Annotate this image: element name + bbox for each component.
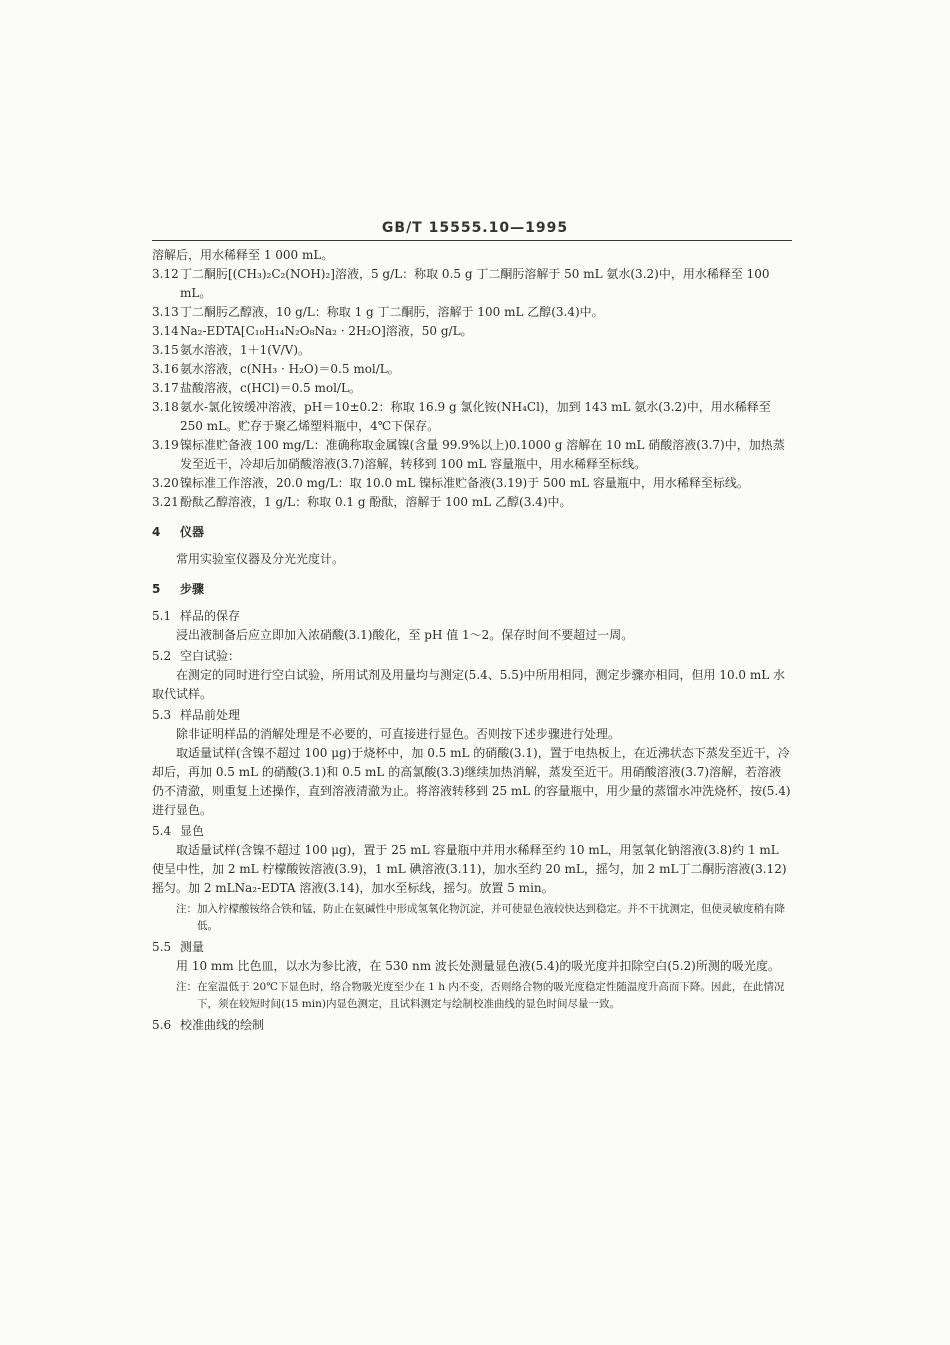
document-body [152, 246, 792, 1035]
note: 注： 加入柠檬酸铵络合铁和锰，防止在氨碱性中形成氢氧化物沉淀，并可使显色液较快达到稳定。并不干扰测定，但使灵敏度稍有降低。 [176, 903, 785, 932]
section-heading: 4 仪器 [152, 525, 205, 539]
subsection-heading: 5.6 校准曲线的绘制 [152, 1018, 265, 1032]
subsection-heading: 5.2 空白试验： [152, 649, 241, 663]
subsection-heading: 5.4 显色 [152, 824, 205, 838]
subsection-heading: 5.3 样品前处理 [152, 708, 241, 722]
reagent-item: 3.21 酚酞乙醇溶液，1 g/L：称取 0.1 g 酚酞，溶解于 100 mL 乙醇(3.4)中。 [152, 495, 572, 509]
note: 注： 在室温低于 20℃下显色时，络合物吸光度至少在 1 h 内不变，否则络合物的吸光度稳定性随温度升高而下降。因此，在此情况下，须在较短时间(15 min)内显色测定，且试料测定与绘制校准曲线的显色时间尽量一致。 [176, 981, 785, 1010]
subsection-text: 浸出液制备后应立即加入浓硝酸(3.1)酸化，至 pH 值 1～2。保存时间不要超过一周。 [176, 628, 634, 642]
reagent-item: 3.15 氨水溶液，1＋1(V/V)。 [152, 343, 311, 357]
reagent-item: 3.14 Na₂-EDTA[C₁₀H₁₄N₂O₈Na₂ · 2H₂O]溶液，50 g/L。 [152, 324, 473, 338]
subsection-text: 除非证明样品的消解处理是不必要的，可直接进行显色。否则按下述步骤进行处理。 [176, 727, 621, 741]
subsection-text: 取适量试样(含镍不超过 100 μg)，置于 25 mL 容量瓶中并用水稀释至约 10 mL，用氢氧化钠溶液(3.8)约 1 mL 使呈中性，加 2 mL 柠檬酸铵溶液(3.9)，1 mL 碘溶液(3.11)，加水至约 20 mL，摇匀，加 2 mL丁二酮肟溶液(3.12)摇匀。加 2 mLNa₂-EDTA 溶液(3.14)，加水至标线，摇匀。放置 5 min。 [152, 843, 787, 895]
header-rule [152, 240, 792, 241]
section-text: 常用实验室仪器及分光光度计。 [176, 552, 345, 566]
subsection-text: 用 10 mm 比色皿，以水为参比液，在 530 nm 波长处测量显色液(5.4)的吸光度并扣除空白(5.2)所测的吸光度。 [176, 959, 780, 973]
reagent-item: 3.12 丁二酮肟[(CH₃)₂C₂(NOH)₂]溶液，5 g/L：称取 0.5 g 丁二酮肟溶解于 50 mL 氨水(3.2)中，用水稀释至 100 mL。 [152, 267, 770, 300]
reagent-item: 3.19 镍标准贮备液 100 mg/L：准确称取金属镍(含量 99.9%以上)0.1000 g 溶解在 10 mL 硝酸溶液(3.7)中，加热蒸发至近干，冷却后加硝酸溶液(3.7)溶解，转移到 100 mL 容量瓶中，用水稀释至标线。 [152, 438, 785, 471]
section-heading: 5 步骤 [152, 582, 205, 596]
standard-number-header: GB/T 15555.10—1995 [381, 220, 569, 236]
reagent-item: 3.16 氨水溶液，c(NH₃ · H₂O)＝0.5 mol/L。 [152, 362, 400, 376]
subsection-heading: 5.5 测量 [152, 940, 205, 954]
reagent-item: 3.17 盐酸溶液，c(HCl)＝0.5 mol/L。 [152, 381, 361, 395]
subsection-text: 取适量试样(含镍不超过 100 μg)于烧杯中，加 0.5 mL 的硝酸(3.1)，置于电热板上，在近沸状态下蒸发至近干，冷却后，再加 0.5 mL 的硝酸(3.1)和 0.5 mL 的高氯酸(3.3)继续加热消解，蒸发至近干。用硝酸溶液(3.7)溶解，若溶液仍不清澈，则重复上述操作，直到溶液清澈为止。将溶液转移到 25 mL 的容量瓶中，用少量的蒸馏水冲洗烧杯，按(5.4)进行显色。 [152, 746, 791, 817]
reagent-item: 3.20 镍标准工作溶液，20.0 mg/L：取 10.0 mL 镍标准贮备液(3.19)于 500 mL 容量瓶中，用水稀释至标线。 [152, 476, 749, 490]
reagent-item: 3.13 丁二酮肟乙醇液，10 g/L：称取 1 g 丁二酮肟，溶解于 100 mL 乙醇(3.4)中。 [152, 305, 604, 319]
subsection-heading: 5.1 样品的保存 [152, 609, 241, 623]
subsection-text: 在测定的同时进行空白试验，所用试剂及用量均与测定(5.4、5.5)中所用相同，测定步骤亦相同，但用 10.0 mL 水取代试样。 [152, 668, 786, 701]
continued-line: 溶解后，用水稀释至 1 000 mL。 [152, 248, 334, 262]
reagent-item: 3.18 氨水-氯化铵缓冲溶液，pH＝10±0.2：称取 16.9 g 氯化铵(NH₄Cl)，加到 143 mL 氨水(3.2)中，用水稀释至 250 mL。贮存于聚乙烯塑料瓶中，4℃下保存。 [152, 400, 771, 433]
reagent-list [152, 265, 792, 512]
